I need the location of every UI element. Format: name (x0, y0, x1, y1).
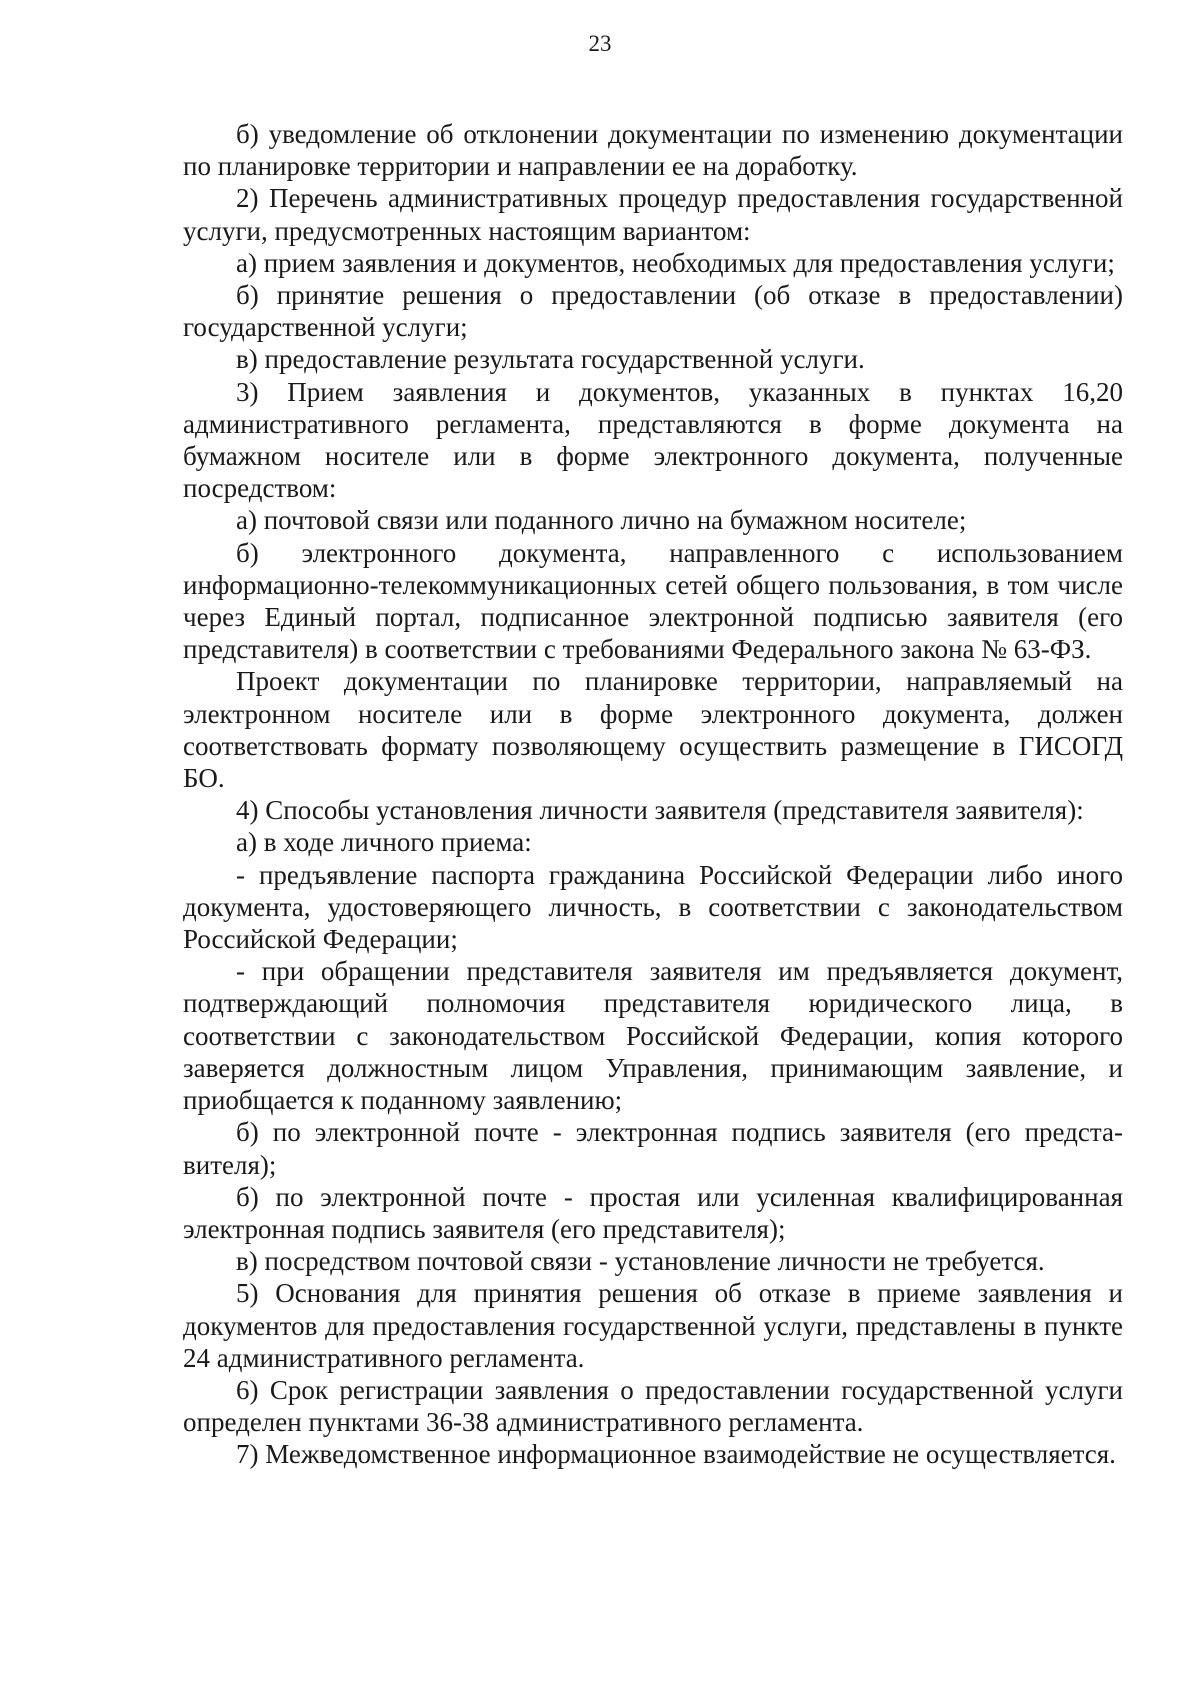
paragraph-item-b-decision: б) принятие решения о предоставлении (об отказе в предоставлении) государственной услуги; (183, 280, 1123, 343)
paragraph-refusal-grounds: 5) Основания для принятия решения об отказе в приеме заявления и документов для предоставления государственной услуги, представлены в пункте 24 административного регламента. (183, 1278, 1123, 1373)
paragraph-postal-identification: в) посредством почтовой связи - установление личности не требуется. (236, 1246, 1045, 1277)
paragraph-item-v-result: в) предоставление результата государственной услуги. (236, 344, 865, 375)
paragraph-procedures-list: 2) Перечень административных процедур предоставления государственной услуги, предусмотренных настоящим вариантом: (183, 183, 1123, 246)
paragraph-interagency: 7) Межведомственное информационное взаимодействие не осуществляется. (236, 1439, 1116, 1470)
paragraph-item-b-electronic: б) электронного документа, направленного с использованием информационно-телекоммуникационных сетей общего пользования, в том числе через Единый портал, подписанное электронной подписью заявителя (его представителя) в соответствии с требованиями Федерального закона № 63-ФЗ. (183, 537, 1123, 665)
paragraph-item-a-personal: а) в ходе личного приема: (236, 827, 532, 858)
document-body (183, 118, 1123, 1471)
paragraph-passport: - предъявление паспорта гражданина Российской Федерации либо иного документа, удостоверяющего личность, в соответствии с законодательством Российской Федерации; (183, 859, 1123, 955)
page-number: 23 (588, 31, 612, 56)
paragraph-draft-format: Проект документации по планировке территории, направляемый на электронном носителе или в форме электронного документа, должен соответствовать формату позволяющему осуществить размещение в ГИСОГД БО. (183, 666, 1123, 794)
paragraph-registration-term: 6) Срок регистрации заявления о предоставлении государственной услуги определен пунктами 36-38 административного регламента. (183, 1374, 1123, 1438)
paragraph-representative: - при обращении представителя заявителя им предъявляется документ, подтверждающий полномочия представителя юридического лица, в соответствии с законодательством Российской Федерации, копия которого заверяется должностным лицом Управления, принимающим заявление, и приобщается к поданному заявлению; (183, 956, 1123, 1116)
paragraph-email-signature: б) по электронной почте - электронная подпись заявителя (его представителя); (183, 1117, 1123, 1180)
paragraph-item-a-receipt: а) прием заявления и документов, необходимых для предоставления услуги; (236, 247, 1115, 278)
paragraph-notice-rejection: б) уведомление об отклонении документации по изменению документации по планировке территории и направлении ее на доработку. (183, 119, 1123, 182)
paragraph-receipt-of-application: 3) Прием заявления и документов, указанных в пунктах 16,20 административного регламента, представляются в форме документа на бумажном носителе или в форме электронного документа, полученные посредством: (183, 376, 1123, 504)
paragraph-email-qualified-signature: б) по электронной почте - простая или усиленная квалифицированная электронная подпись заявителя (его представителя); (183, 1181, 1123, 1244)
paragraph-identification-methods: 4) Способы установления личности заявителя (представителя заявителя): (236, 795, 1084, 826)
paragraph-item-a-postal: а) почтовой связи или поданного лично на бумажном носителе; (236, 505, 967, 536)
